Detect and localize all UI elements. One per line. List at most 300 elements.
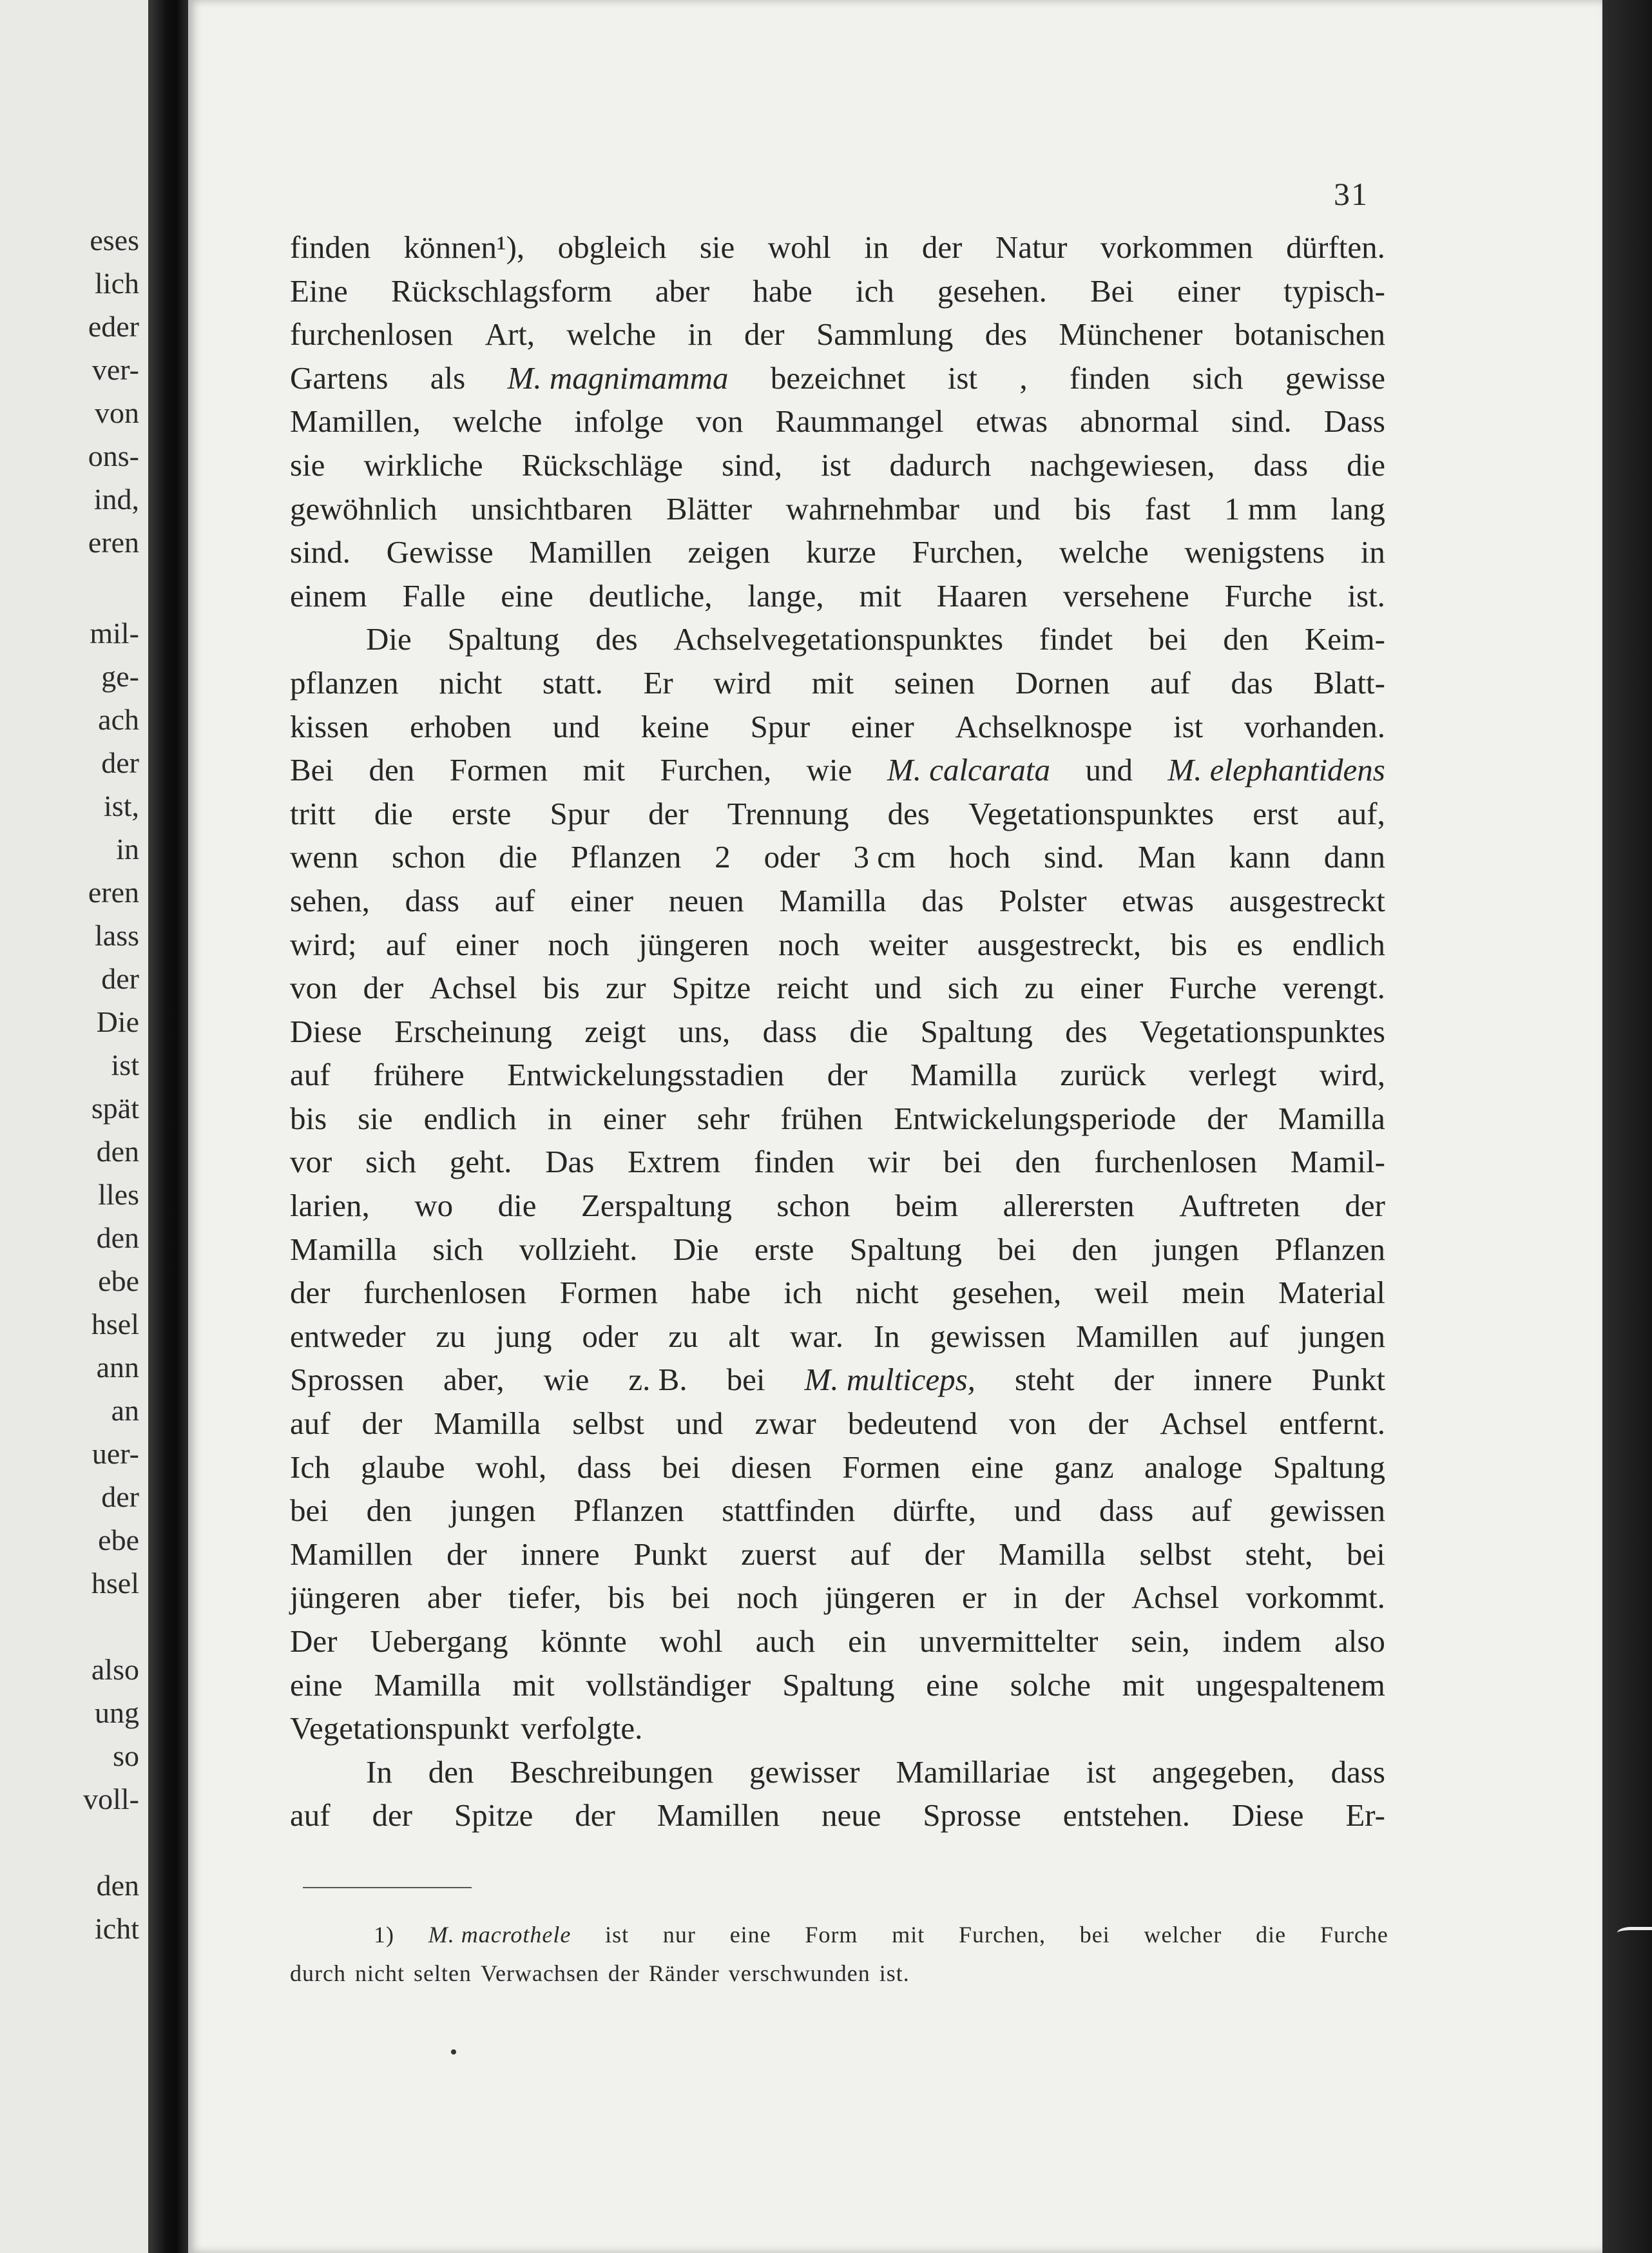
- word: Mamillariae: [896, 1754, 1050, 1790]
- facing-page-word: ung: [95, 1696, 139, 1729]
- word: dass: [762, 1013, 817, 1049]
- word: die: [1256, 1922, 1287, 1948]
- facing-page-word: lass: [95, 919, 139, 952]
- word: einem: [290, 577, 367, 614]
- word: einer: [570, 882, 634, 918]
- word: sehen,: [290, 882, 370, 918]
- word: bezeichnet: [770, 360, 906, 396]
- word: abnormal: [1079, 403, 1199, 440]
- word: wirkliche: [363, 447, 483, 483]
- word: schon: [392, 839, 466, 875]
- word: Pflanzen: [1274, 1231, 1385, 1267]
- word: des: [1065, 1013, 1108, 1049]
- word: Uebergang: [370, 1623, 508, 1659]
- word: auf: [290, 1057, 331, 1093]
- word: welcher: [1144, 1922, 1222, 1948]
- word: aber: [655, 273, 710, 309]
- word: auf: [1191, 1493, 1232, 1529]
- word: schon: [776, 1188, 850, 1224]
- word: Bei: [290, 752, 334, 788]
- word: bei: [943, 1144, 982, 1180]
- word: Der: [290, 1623, 338, 1659]
- word: die: [849, 1013, 888, 1049]
- word: Furchen,: [958, 1922, 1046, 1948]
- word: z. B.: [628, 1362, 687, 1398]
- word: Achsel: [1160, 1406, 1248, 1442]
- facing-page-word: mil-: [90, 617, 139, 650]
- word: neue: [821, 1797, 881, 1833]
- word: vorkommt.: [1245, 1580, 1385, 1616]
- word: alt: [728, 1318, 760, 1354]
- word: der: [1064, 1580, 1105, 1616]
- word: bis: [543, 970, 580, 1006]
- footnote: [290, 1915, 1388, 1993]
- word: Material: [1278, 1275, 1385, 1311]
- word: zu: [1024, 970, 1055, 1006]
- word: furchenlosen: [363, 1275, 527, 1311]
- word: welche: [1059, 534, 1149, 570]
- word: die: [497, 1188, 537, 1224]
- footnote-marker: 1): [374, 1922, 394, 1948]
- word: Formen: [449, 752, 548, 788]
- word: Polster: [999, 882, 1087, 918]
- word: auf: [1229, 1318, 1269, 1354]
- word: Zerspaltung: [581, 1188, 732, 1224]
- word: jungen: [1153, 1231, 1240, 1267]
- species-name: M. macrothele: [428, 1922, 571, 1948]
- facing-page-word: eren: [88, 876, 139, 909]
- word: bei: [1079, 1922, 1110, 1948]
- text-line: [290, 574, 1385, 618]
- word: mein: [1182, 1275, 1245, 1311]
- word: vorkommen: [1100, 229, 1253, 265]
- word: auf: [385, 926, 427, 962]
- word: bei: [1347, 1536, 1385, 1572]
- word: Diese: [290, 1013, 362, 1049]
- word: weil: [1094, 1275, 1149, 1311]
- word: wie: [543, 1362, 590, 1398]
- word: Spitze: [454, 1797, 533, 1833]
- word: Furche: [1320, 1922, 1388, 1948]
- word: Sammlung: [816, 316, 954, 353]
- text-line: [290, 705, 1385, 749]
- word: Beschreibungen: [510, 1754, 714, 1790]
- word: ist: [1173, 708, 1204, 744]
- word: botanischen: [1234, 316, 1385, 353]
- word: versehene: [1062, 577, 1189, 614]
- word: ist.: [879, 1960, 910, 1986]
- word: endlich: [423, 1100, 517, 1136]
- word: ausgestreckt: [1229, 882, 1385, 918]
- facing-page-word: ons-: [88, 440, 139, 472]
- word: jung: [495, 1318, 552, 1354]
- word: erst: [1253, 795, 1298, 831]
- word: erste: [451, 795, 512, 831]
- word: Rückschläge: [521, 447, 684, 483]
- word: war.: [790, 1318, 844, 1354]
- word: habe: [691, 1275, 751, 1311]
- text-line: [290, 1794, 1385, 1837]
- word: eine: [926, 1667, 979, 1703]
- word: des: [595, 621, 638, 657]
- word: keine: [640, 708, 709, 744]
- word: Sprosse: [923, 1797, 1021, 1833]
- word: diesen: [731, 1449, 812, 1485]
- word: und: [993, 490, 1041, 527]
- word: aber,: [443, 1362, 504, 1398]
- word: Erscheinung: [394, 1013, 552, 1049]
- text-line: [290, 443, 1385, 487]
- word: Gewisse: [386, 534, 494, 570]
- word: der: [608, 1960, 640, 1986]
- species-name: M. calcarata: [887, 752, 1050, 788]
- word: sich: [365, 1144, 416, 1180]
- word: Achselvegetationspunktes: [673, 621, 1004, 657]
- facing-page-word: der: [101, 746, 139, 779]
- text-line: [290, 1315, 1385, 1359]
- word: nur: [662, 1922, 696, 1948]
- word: der: [1088, 1406, 1129, 1442]
- word: zu: [668, 1318, 698, 1354]
- word: auf: [1150, 664, 1191, 701]
- text-line: [290, 792, 1385, 836]
- word: gesehen,: [952, 1275, 1062, 1311]
- footnote-line: [290, 1954, 1388, 1993]
- word: nicht: [354, 1960, 405, 1986]
- text-line: [290, 269, 1385, 313]
- word: vorhanden.: [1244, 708, 1385, 744]
- word: Furchen,: [912, 534, 1024, 570]
- word: jüngeren: [825, 1580, 936, 1616]
- word: mit: [1122, 1667, 1165, 1703]
- word: Man: [1137, 839, 1196, 875]
- word: furchenlosen: [1094, 1144, 1258, 1180]
- page-edge-shadow: [1602, 0, 1652, 2253]
- word: gewissen: [930, 1318, 1046, 1354]
- word: jüngeren: [639, 926, 749, 962]
- word: ich: [855, 273, 894, 309]
- word: ungespaltenem: [1195, 1667, 1385, 1703]
- word: Spaltung: [1273, 1449, 1385, 1485]
- word: selbst: [572, 1406, 644, 1442]
- word: in: [1013, 1580, 1038, 1616]
- word: zuerst: [741, 1536, 817, 1572]
- word: deutliche,: [588, 577, 713, 614]
- scan-speck: [451, 2049, 456, 2055]
- word: unsichtbaren: [471, 490, 633, 527]
- text-line: [290, 1010, 1385, 1054]
- word: hoch: [949, 839, 1011, 875]
- word: den: [1071, 1231, 1118, 1267]
- book-gutter: [148, 0, 188, 2253]
- word: auf,: [1337, 795, 1385, 831]
- word: der: [447, 1536, 487, 1572]
- word: mit: [811, 664, 854, 701]
- word: bei: [671, 1580, 711, 1616]
- word: reicht: [776, 970, 849, 1006]
- word: der: [1113, 1362, 1155, 1398]
- text-line: [290, 400, 1385, 443]
- word: zur: [606, 970, 646, 1006]
- text-line: [290, 1053, 1385, 1097]
- word: der: [648, 795, 689, 831]
- word: Mamilla: [779, 882, 887, 918]
- word: Spitze: [671, 970, 751, 1006]
- page-number: 31: [1334, 176, 1369, 212]
- word: Achsel: [1131, 1580, 1220, 1616]
- facing-page-word: also: [91, 1653, 139, 1686]
- text-line: [290, 530, 1385, 574]
- word: ,: [1019, 360, 1028, 396]
- word: mit: [512, 1667, 555, 1703]
- word: Blätter: [666, 490, 753, 527]
- word: Entwickelungsperiode: [894, 1100, 1177, 1136]
- word: verengt.: [1282, 970, 1385, 1006]
- word: dass: [1099, 1493, 1154, 1529]
- word: Ich: [290, 1449, 331, 1485]
- word: In: [873, 1318, 900, 1354]
- word: Trennung: [727, 795, 849, 831]
- word: indem: [1222, 1623, 1302, 1659]
- word: der: [1207, 1100, 1247, 1136]
- text-line: [290, 1663, 1385, 1707]
- word: nachgewiesen,: [1030, 447, 1215, 483]
- facing-page-word: den: [96, 1135, 139, 1168]
- word: Natur: [995, 229, 1068, 265]
- word: einer: [1177, 273, 1241, 309]
- word: finden: [290, 229, 371, 265]
- word: sehr: [696, 1100, 750, 1136]
- facing-page-word: eren: [88, 526, 139, 559]
- word: der: [924, 1536, 965, 1572]
- word: ist: [821, 447, 851, 483]
- word: wohl: [767, 229, 831, 265]
- word: dass: [577, 1449, 632, 1485]
- word: bis: [1170, 926, 1207, 962]
- word: gewöhnlich: [290, 490, 437, 527]
- word: bedeutend: [847, 1406, 978, 1442]
- word: Das: [545, 1144, 595, 1180]
- text-line: [290, 879, 1385, 923]
- text-line: [290, 748, 1385, 792]
- word: Spaltung: [849, 1231, 963, 1267]
- word: in: [864, 229, 889, 265]
- word: einer: [850, 708, 914, 744]
- word: den: [1015, 1144, 1061, 1180]
- word: der: [290, 1275, 331, 1311]
- word: aber: [427, 1580, 482, 1616]
- word: etwas: [1122, 882, 1194, 918]
- word: könnte: [541, 1623, 627, 1659]
- word: das: [1231, 664, 1273, 701]
- word: Mamillen: [657, 1797, 780, 1833]
- word: Die: [673, 1231, 719, 1267]
- word: bei: [1148, 621, 1187, 657]
- word: Formen: [559, 1275, 658, 1311]
- text-line: [290, 1271, 1385, 1315]
- word: selbst: [1139, 1536, 1212, 1572]
- word: innere: [521, 1536, 600, 1572]
- word: also: [1334, 1623, 1385, 1659]
- word: und: [552, 708, 600, 744]
- word: vollständiger: [586, 1667, 751, 1703]
- word: Mamilla: [998, 1536, 1106, 1572]
- word: angegeben,: [1151, 1754, 1295, 1790]
- word: Diese: [1231, 1797, 1304, 1833]
- word: verfolgte.: [521, 1710, 643, 1746]
- word: Mamillen: [1075, 1318, 1199, 1354]
- word: entstehen.: [1062, 1797, 1191, 1833]
- word: entweder: [290, 1318, 406, 1354]
- word: ganz: [1054, 1449, 1114, 1485]
- word: Falle: [402, 577, 466, 614]
- word: dadurch: [889, 447, 992, 483]
- facing-page-word: eder: [88, 310, 139, 343]
- word: Verwachsen: [480, 1960, 599, 1986]
- word: Auftreten: [1179, 1188, 1300, 1224]
- word: lange,: [747, 577, 824, 614]
- word: fast: [1144, 490, 1191, 527]
- word: den: [1223, 621, 1269, 657]
- word: gewissen: [1269, 1493, 1385, 1529]
- word: erste: [754, 1231, 814, 1267]
- word: sind.: [1231, 403, 1292, 440]
- facing-page-word: ist,: [104, 789, 139, 822]
- facing-page-word: Die: [96, 1005, 139, 1038]
- word: nicht: [439, 664, 503, 701]
- word: des: [887, 795, 930, 831]
- word: Gartens: [290, 360, 389, 396]
- word: innere: [1193, 1362, 1273, 1398]
- scan-artifact: [1617, 1927, 1652, 1942]
- word: dass: [1330, 1754, 1385, 1790]
- word: zwar: [754, 1406, 816, 1442]
- word: stattfinden: [722, 1493, 856, 1529]
- word: zurück: [1060, 1057, 1146, 1093]
- word: der: [361, 1406, 403, 1442]
- word: wo: [414, 1188, 454, 1224]
- word: Formen: [842, 1449, 941, 1485]
- word: entfernt.: [1279, 1406, 1385, 1442]
- word: Keim-: [1304, 621, 1385, 657]
- word: auf: [494, 882, 535, 918]
- word: der: [921, 229, 963, 265]
- word: ist: [1086, 1754, 1116, 1790]
- facing-page-word: icht: [95, 1912, 139, 1945]
- text-line: [290, 313, 1385, 356]
- word: unvermittelter: [919, 1623, 1099, 1659]
- word: Spur: [550, 795, 610, 831]
- word: Er: [643, 664, 673, 701]
- word: Achsel: [429, 970, 517, 1006]
- word: sich: [432, 1231, 484, 1267]
- word: geht.: [449, 1144, 512, 1180]
- word: die: [1347, 447, 1385, 483]
- text-line: [290, 1489, 1385, 1533]
- text-line: [290, 661, 1385, 705]
- text-line: [290, 1097, 1385, 1141]
- text-line: [290, 617, 1385, 661]
- text-line: [290, 835, 1385, 879]
- word: jungen: [1299, 1318, 1385, 1354]
- word: tiefer,: [508, 1580, 582, 1616]
- word: 2: [715, 839, 731, 875]
- word: ein: [848, 1623, 887, 1659]
- word: Furche: [1224, 577, 1312, 614]
- text-line: [290, 1446, 1385, 1489]
- facing-page-word: ind,: [93, 483, 139, 516]
- word: gewisse: [1285, 360, 1385, 396]
- word: kann: [1229, 839, 1291, 875]
- facing-page-word: voll-: [83, 1783, 139, 1815]
- text-line: [290, 1707, 1385, 1750]
- text-line: [290, 1184, 1385, 1228]
- text-line: [290, 1402, 1385, 1446]
- word: sie: [358, 1100, 393, 1136]
- word: weiter: [869, 926, 948, 962]
- word: auf: [850, 1536, 891, 1572]
- word: der: [575, 1797, 615, 1833]
- word: Achselknospe: [955, 708, 1133, 744]
- word: noch: [548, 926, 610, 962]
- word: Mamillen,: [290, 403, 421, 440]
- facing-page-word: von: [95, 396, 139, 429]
- facing-page-word: so: [113, 1739, 139, 1772]
- species-name: M. elephantidens: [1167, 752, 1385, 788]
- word: erhoben: [410, 708, 512, 744]
- word: ist: [947, 360, 978, 396]
- facing-page-word: eses: [90, 224, 139, 256]
- word: endlich: [1292, 926, 1385, 962]
- word: Art,: [485, 316, 535, 353]
- word: 3 cm: [853, 839, 916, 875]
- facing-page-word: ver-: [91, 353, 139, 386]
- word: mit: [892, 1922, 925, 1948]
- word: bei: [662, 1449, 701, 1485]
- word: zu: [436, 1318, 466, 1354]
- word: Mamillen: [529, 534, 652, 570]
- word: sie: [290, 447, 325, 483]
- text-line: [290, 356, 1385, 400]
- text-line: [290, 1140, 1385, 1184]
- word: der: [363, 970, 404, 1006]
- facing-page-word: in: [116, 833, 139, 865]
- word: beim: [895, 1188, 959, 1224]
- word: Mamilla: [290, 1231, 398, 1267]
- facing-page-fragment: [0, 0, 148, 2253]
- facing-page-word: hsel: [91, 1308, 139, 1340]
- text-line: [290, 966, 1385, 1010]
- word: Mamilla: [1278, 1100, 1385, 1136]
- facing-page-word: lles: [98, 1178, 139, 1211]
- word: können¹),: [403, 229, 525, 265]
- word: und: [874, 970, 922, 1006]
- word: welche: [452, 403, 543, 440]
- word: sie: [699, 229, 735, 265]
- word: Extrem: [628, 1144, 721, 1180]
- word: Haaren: [936, 577, 1028, 614]
- word: Vegetationspunktes: [1139, 1013, 1385, 1049]
- word: Mamilla: [910, 1057, 1017, 1093]
- word: Form: [805, 1922, 858, 1948]
- word: Bei: [1090, 273, 1135, 309]
- word: Mamil-: [1290, 1144, 1385, 1180]
- word: kurze: [805, 534, 876, 570]
- species-name: M. multiceps,: [804, 1362, 975, 1398]
- word: etwas: [975, 403, 1048, 440]
- word: Pflanzen: [573, 1493, 684, 1529]
- word: von: [290, 970, 338, 1006]
